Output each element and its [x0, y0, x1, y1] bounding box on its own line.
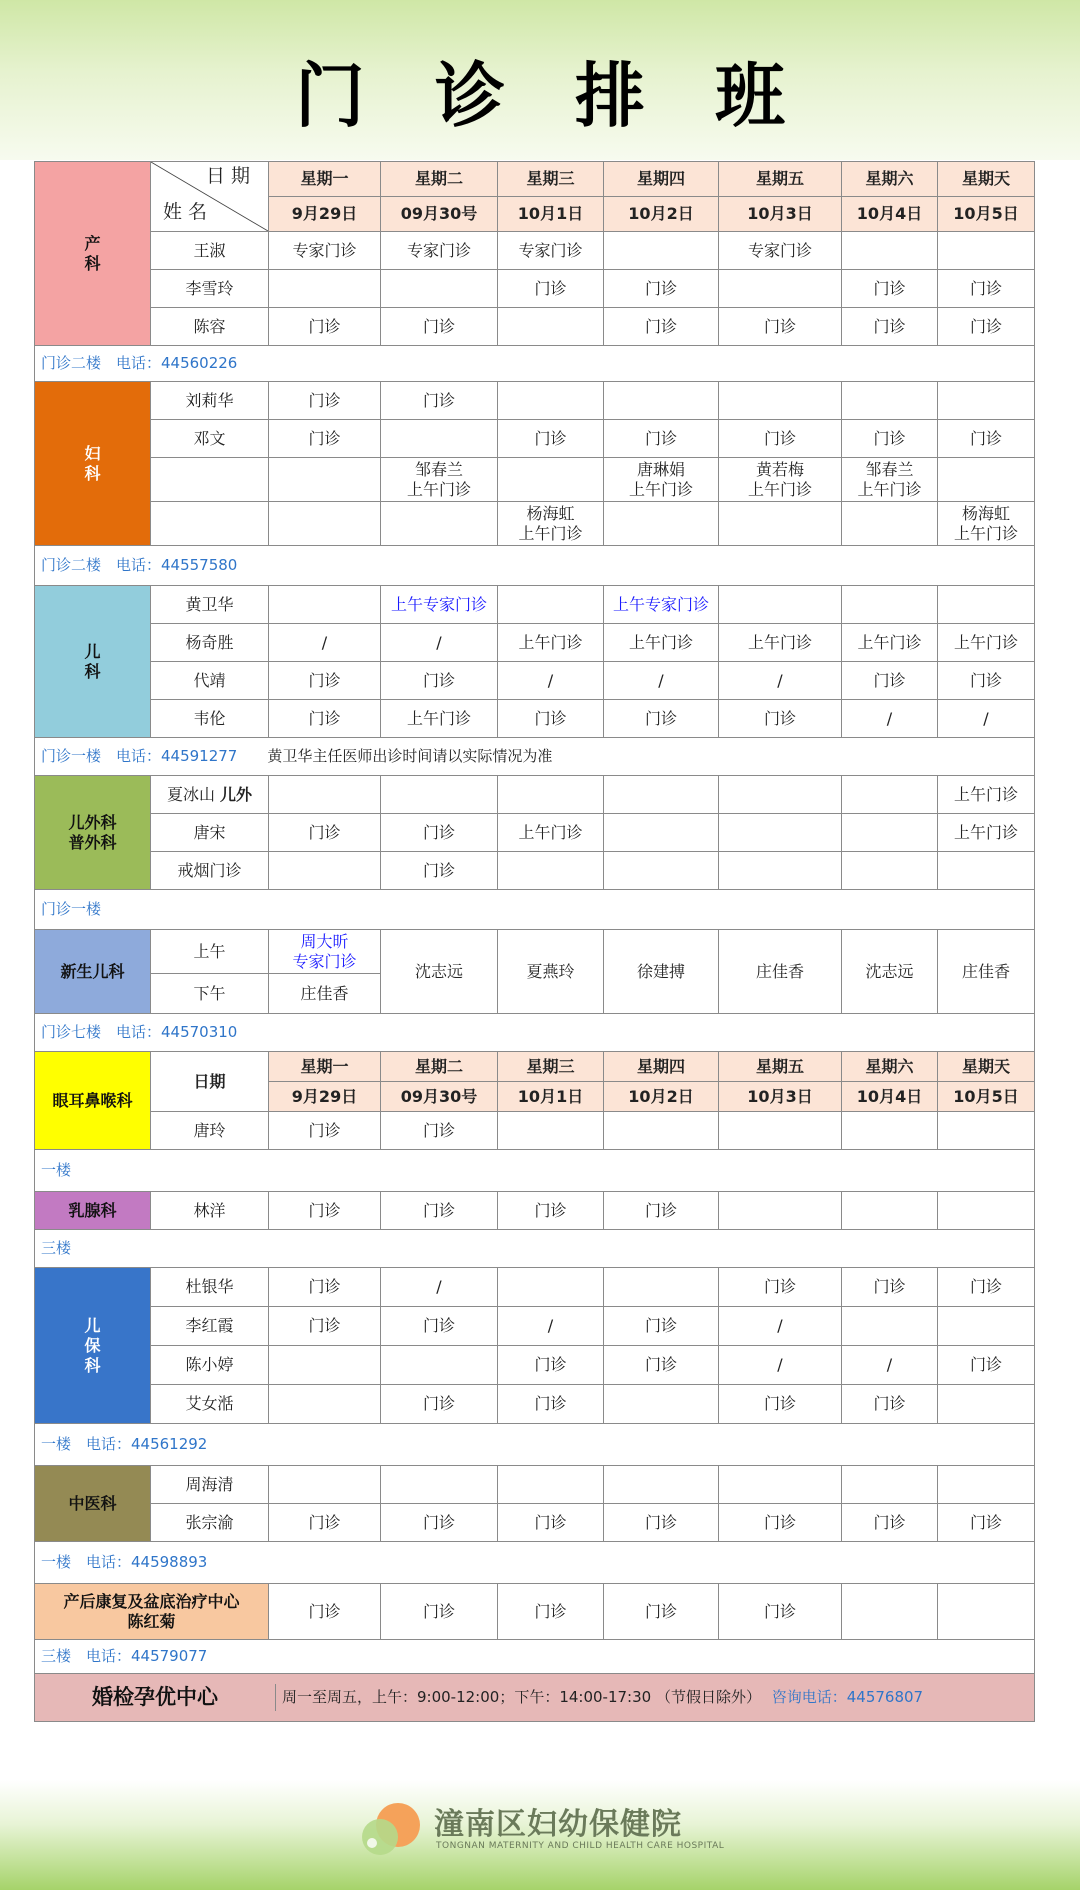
schedule-cell	[269, 776, 381, 814]
schedule-cell	[842, 1307, 938, 1346]
pediatrics-info: 门诊一楼 电话：44591277	[41, 747, 238, 766]
surgery-info-row	[35, 890, 1035, 930]
schedule-cell: 门诊	[719, 1584, 842, 1640]
schedule-cell	[269, 586, 381, 624]
schedule-cell-line1: 唐琳娟	[636, 459, 685, 479]
neonatal-info: 门诊七楼 电话：44570310	[41, 1023, 238, 1042]
schedule-cell: 门诊	[269, 814, 381, 852]
dept-label: 儿 保 科	[84, 1315, 101, 1375]
schedule-cell	[938, 852, 1035, 890]
child-health-info-row	[35, 1424, 1035, 1466]
tcm-info: 一楼 电话：44598893	[41, 1553, 208, 1572]
schedule-cell	[604, 852, 719, 890]
schedule-cell: 上午门诊	[604, 624, 719, 662]
obstetrics-info: 门诊二楼 电话：44560226	[41, 354, 238, 373]
dept-obstetrics	[35, 162, 151, 346]
schedule-cell	[719, 776, 842, 814]
schedule-cell	[381, 502, 498, 546]
schedule-cell: 上午门诊	[381, 700, 498, 738]
schedule-cell	[269, 1466, 381, 1504]
dept-label-line1: 儿外科	[68, 812, 117, 832]
doctor-name	[151, 852, 269, 890]
dept-neonatal	[35, 930, 151, 1014]
pediatrics-info-row	[35, 738, 1035, 776]
date-header: 10月4日	[842, 197, 938, 232]
dept-gynecology	[35, 382, 151, 546]
schedule-cell: 门诊	[381, 1504, 498, 1542]
day-header: 星期五	[719, 1052, 842, 1082]
day-header: 星期三	[498, 162, 604, 197]
ent-info-row	[35, 1150, 1035, 1192]
doctor-name: 唐玲	[151, 1112, 269, 1150]
schedule-cell	[938, 1584, 1035, 1640]
schedule-cell: 门诊	[842, 1385, 938, 1424]
schedule-table	[34, 161, 1035, 1722]
dept-label: 儿 科	[84, 641, 101, 681]
breast-info: 三楼	[41, 1239, 72, 1258]
doctor-name: 周海清	[151, 1466, 269, 1504]
logo-icon	[348, 1795, 428, 1865]
schedule-cell	[498, 458, 604, 502]
schedule-cell	[381, 420, 498, 458]
day-header: 星期天	[938, 162, 1035, 197]
doctor-name: 陈小婷	[151, 1346, 269, 1385]
schedule-cell	[842, 852, 938, 890]
schedule-cell	[269, 458, 381, 502]
schedule-cell: 门诊	[938, 1504, 1035, 1542]
schedule-cell	[269, 1385, 381, 1424]
doctor-name: 王淑	[151, 232, 269, 270]
schedule-cell: 门诊	[604, 308, 719, 346]
dept-label: 眼耳鼻喉科	[52, 1090, 133, 1110]
schedule-cell: 庄佳香	[719, 930, 842, 1014]
schedule-cell	[498, 1466, 604, 1504]
schedule-cell: 门诊	[269, 308, 381, 346]
schedule-cell	[604, 1112, 719, 1150]
schedule-cell: /	[498, 1307, 604, 1346]
schedule-cell	[604, 1466, 719, 1504]
tcm-info-row	[35, 1542, 1035, 1584]
schedule-cell: /	[938, 700, 1035, 738]
dept-label-line2: 普外科	[68, 832, 117, 852]
page-title: 门 诊 排 班	[295, 55, 785, 137]
dept-premarital: 婚检孕优中心	[35, 1684, 276, 1710]
schedule-cell-line2: 上午门诊	[953, 523, 1018, 543]
schedule-cell-line2: 上午门诊	[518, 523, 583, 543]
dept-ent	[35, 1052, 151, 1150]
schedule-cell	[498, 586, 604, 624]
schedule-cell	[381, 776, 498, 814]
pediatrics-note: 黄卫华主任医师出诊时间请以实际情况为准	[267, 747, 553, 766]
schedule-cell	[498, 1112, 604, 1150]
date-header: 10月3日	[719, 1082, 842, 1112]
schedule-cell: 门诊	[381, 1584, 498, 1640]
schedule-cell	[719, 502, 842, 546]
schedule-cell: 上午门诊	[938, 624, 1035, 662]
schedule-cell	[719, 1466, 842, 1504]
schedule-cell: /	[719, 662, 842, 700]
schedule-cell: 门诊	[604, 420, 719, 458]
dept-label: 新生儿科	[60, 961, 125, 981]
doctor-name-text: 唐宋	[193, 822, 226, 842]
schedule-cell	[719, 852, 842, 890]
schedule-cell	[604, 382, 719, 420]
dept-surgery	[35, 776, 151, 890]
day-header: 星期二	[381, 162, 498, 197]
doctor-name	[151, 814, 269, 852]
date-header: 09月30号	[381, 1082, 498, 1112]
dept-child-health	[35, 1268, 151, 1424]
day-header: 星期四	[604, 162, 719, 197]
ent-info: 一楼	[41, 1161, 72, 1180]
schedule-cell: 门诊	[719, 1385, 842, 1424]
schedule-cell-line2: 上午门诊	[857, 479, 922, 499]
dept-tcm	[35, 1466, 151, 1542]
schedule-cell: 庄佳香	[269, 974, 381, 1014]
schedule-cell	[498, 502, 604, 546]
schedule-cell: 门诊	[269, 1307, 381, 1346]
schedule-cell	[842, 232, 938, 270]
schedule-cell	[938, 1192, 1035, 1230]
schedule-cell: 门诊	[719, 420, 842, 458]
schedule-cell-line2: 上午门诊	[747, 479, 812, 499]
day-header: 星期天	[938, 1052, 1035, 1082]
schedule-cell: 门诊	[498, 1504, 604, 1542]
schedule-cell: 专家门诊	[269, 232, 381, 270]
schedule-cell	[498, 1268, 604, 1307]
doctor-name: 艾女湉	[151, 1385, 269, 1424]
dept-rehab	[35, 1584, 269, 1640]
schedule-cell: 门诊	[938, 1346, 1035, 1385]
schedule-cell: 门诊	[842, 662, 938, 700]
schedule-cell: 门诊	[938, 308, 1035, 346]
schedule-cell	[938, 232, 1035, 270]
date-header: 10月5日	[938, 1082, 1035, 1112]
doctor-name: 杜银华	[151, 1268, 269, 1307]
schedule-cell: 上午专家门诊	[381, 586, 498, 624]
schedule-cell-line1: 黄若梅	[755, 459, 804, 479]
date-header: 10月2日	[604, 1082, 719, 1112]
schedule-cell	[842, 1584, 938, 1640]
schedule-cell: 门诊	[498, 1192, 604, 1230]
schedule-cell	[381, 270, 498, 308]
date-header: 09月30号	[381, 197, 498, 232]
schedule-cell	[938, 1385, 1035, 1424]
schedule-cell: 专家门诊	[719, 232, 842, 270]
date-header: 10月4日	[842, 1082, 938, 1112]
schedule-cell: 门诊	[604, 270, 719, 308]
schedule-cell: 徐建搏	[604, 930, 719, 1014]
schedule-cell	[719, 1192, 842, 1230]
schedule-cell: 门诊	[381, 852, 498, 890]
schedule-cell	[269, 852, 381, 890]
day-header: 星期六	[842, 1052, 938, 1082]
schedule-cell: 门诊	[498, 700, 604, 738]
obstetrics-info-row	[35, 346, 1035, 382]
schedule-cell	[842, 1466, 938, 1504]
date-header: 10月1日	[498, 1082, 604, 1112]
schedule-cell	[938, 1307, 1035, 1346]
schedule-cell: 门诊	[604, 1584, 719, 1640]
date-label: 日 期	[205, 165, 250, 187]
schedule-cell	[498, 776, 604, 814]
schedule-cell	[842, 382, 938, 420]
schedule-cell: 门诊	[604, 1504, 719, 1542]
schedule-cell: 门诊	[381, 1385, 498, 1424]
schedule-cell	[604, 502, 719, 546]
name-label: 姓 名	[163, 201, 208, 224]
schedule-cell	[719, 586, 842, 624]
schedule-cell	[381, 458, 498, 502]
schedule-cell: 上午门诊	[842, 624, 938, 662]
doctor-name: 李雪玲	[151, 270, 269, 308]
doctor-tag: 儿外	[220, 784, 253, 804]
day-header: 星期三	[498, 1052, 604, 1082]
doctor-name-text: 夏冰山	[166, 784, 215, 804]
child-health-info: 一楼 电话：44561292	[41, 1435, 208, 1454]
premarital-row	[35, 1674, 1035, 1722]
schedule-cell: 门诊	[842, 1268, 938, 1307]
dept-pediatrics	[35, 586, 151, 738]
schedule-cell: 门诊	[604, 1307, 719, 1346]
schedule-cell: 上午专家门诊	[604, 586, 719, 624]
schedule-cell: 门诊	[269, 1112, 381, 1150]
day-header: 星期五	[719, 162, 842, 197]
hospital-logo	[348, 1795, 748, 1865]
schedule-cell	[719, 1112, 842, 1150]
day-header: 星期二	[381, 1052, 498, 1082]
schedule-cell: 门诊	[604, 1192, 719, 1230]
doctor-name: 黄卫华	[151, 586, 269, 624]
schedule-cell	[938, 1112, 1035, 1150]
schedule-cell	[938, 502, 1035, 546]
schedule-cell: /	[719, 1346, 842, 1385]
gynecology-info: 门诊二楼 电话：44557580	[41, 556, 238, 575]
schedule-cell	[842, 814, 938, 852]
schedule-cell	[498, 382, 604, 420]
date-header: 10月3日	[719, 197, 842, 232]
schedule-cell	[269, 930, 381, 974]
schedule-cell: 门诊	[498, 270, 604, 308]
schedule-cell: 门诊	[498, 420, 604, 458]
schedule-cell: 门诊	[269, 420, 381, 458]
date-header: 10月2日	[604, 197, 719, 232]
schedule-cell: 门诊	[719, 1268, 842, 1307]
schedule-cell	[604, 1268, 719, 1307]
schedule-cell: 门诊	[269, 1584, 381, 1640]
dept-label: 乳腺科	[68, 1200, 117, 1220]
doctor-name	[151, 458, 269, 502]
surgery-info: 门诊一楼	[41, 900, 102, 919]
doctor-name: 韦伦	[151, 700, 269, 738]
gynecology-info-row	[35, 546, 1035, 586]
schedule-cell-line2: 专家门诊	[292, 951, 357, 971]
schedule-cell	[842, 502, 938, 546]
schedule-cell: /	[498, 662, 604, 700]
schedule-cell: 门诊	[269, 1504, 381, 1542]
day-header: 星期六	[842, 162, 938, 197]
schedule-cell	[269, 270, 381, 308]
schedule-cell: 门诊	[269, 1268, 381, 1307]
date-label: 日期	[151, 1052, 269, 1112]
schedule-cell	[498, 852, 604, 890]
schedule-cell: 专家门诊	[381, 232, 498, 270]
doctor-name: 代靖	[151, 662, 269, 700]
schedule-cell-line2: 上午门诊	[628, 479, 693, 499]
schedule-cell: 门诊	[269, 1192, 381, 1230]
schedule-cell: /	[381, 1268, 498, 1307]
schedule-cell	[842, 1112, 938, 1150]
schedule-cell: 庄佳香	[938, 930, 1035, 1014]
schedule-cell: 门诊	[719, 700, 842, 738]
schedule-cell: 上午门诊	[498, 814, 604, 852]
neonatal-info-row	[35, 1014, 1035, 1052]
schedule-cell	[381, 1346, 498, 1385]
schedule-cell	[269, 502, 381, 546]
schedule-cell: 门诊	[381, 662, 498, 700]
premarital-hours	[276, 1688, 923, 1707]
schedule-cell: /	[842, 1346, 938, 1385]
schedule-cell	[842, 776, 938, 814]
schedule-cell: 沈志远	[842, 930, 938, 1014]
schedule-cell	[719, 270, 842, 308]
schedule-cell: 门诊	[381, 308, 498, 346]
schedule-cell: 门诊	[604, 1346, 719, 1385]
dept-breast	[35, 1192, 151, 1230]
schedule-cell: 门诊	[938, 662, 1035, 700]
schedule-cell: 门诊	[498, 1346, 604, 1385]
doctor-name: 杨奇胜	[151, 624, 269, 662]
schedule-cell	[604, 776, 719, 814]
schedule-cell: 门诊	[269, 662, 381, 700]
premarital-hours-text: 周一至周五，上午：9:00-12:00；下午：14:00-17:30 （节假日除外）	[282, 1688, 761, 1707]
schedule-cell: 沈志远	[381, 930, 498, 1014]
premarital-phone: 咨询电话：44576807	[771, 1688, 924, 1707]
schedule-cell: 门诊	[842, 1504, 938, 1542]
schedule-cell	[938, 586, 1035, 624]
schedule-cell: 门诊	[381, 1307, 498, 1346]
schedule-cell: 门诊	[381, 1192, 498, 1230]
doctor-name: 邓文	[151, 420, 269, 458]
schedule-cell-line1: 邹春兰	[414, 459, 463, 479]
schedule-cell-line1: 杨海虹	[526, 503, 575, 523]
schedule-cell: 门诊	[269, 382, 381, 420]
dept-label-line1: 产后康复及盆底治疗中心	[63, 1591, 240, 1611]
rehab-info: 三楼 电话：44579077	[41, 1647, 208, 1666]
schedule-cell: 上午门诊	[938, 776, 1035, 814]
schedule-cell: /	[381, 624, 498, 662]
day-header: 星期一	[269, 1052, 381, 1082]
rehab-info-row	[35, 1640, 1035, 1674]
logo-name-en: TONGNAN MATERNITY AND CHILD HEALTH CARE HOSPITAL	[436, 1841, 725, 1851]
date-header: 10月5日	[938, 197, 1035, 232]
day-header: 星期一	[269, 162, 381, 197]
doctor-name	[151, 776, 269, 814]
schedule-cell: 专家门诊	[498, 232, 604, 270]
schedule-cell: 门诊	[842, 420, 938, 458]
breast-info-row	[35, 1230, 1035, 1268]
schedule-cell: 门诊	[381, 814, 498, 852]
dept-label: 产 科	[84, 233, 101, 273]
schedule-cell	[719, 382, 842, 420]
doctor-name: 陈容	[151, 308, 269, 346]
schedule-cell	[938, 1466, 1035, 1504]
schedule-cell: 上午门诊	[498, 624, 604, 662]
doctor-name: 刘莉华	[151, 382, 269, 420]
schedule-cell	[719, 458, 842, 502]
dept-label: 妇 科	[84, 443, 101, 483]
schedule-cell: 门诊	[498, 1584, 604, 1640]
schedule-cell: 门诊	[269, 700, 381, 738]
day-header: 星期四	[604, 1052, 719, 1082]
schedule-cell	[938, 458, 1035, 502]
schedule-cell	[604, 1385, 719, 1424]
schedule-cell: 门诊	[719, 308, 842, 346]
doctor-name: 张宗渝	[151, 1504, 269, 1542]
schedule-cell-line1: 邹春兰	[865, 459, 914, 479]
schedule-cell: 门诊	[842, 270, 938, 308]
schedule-cell	[842, 1192, 938, 1230]
schedule-cell: 门诊	[719, 1504, 842, 1542]
schedule-cell: 门诊	[604, 700, 719, 738]
schedule-cell: 上午门诊	[719, 624, 842, 662]
doctor-name: 李红霞	[151, 1307, 269, 1346]
schedule-cell: /	[719, 1307, 842, 1346]
schedule-cell: 门诊	[938, 1268, 1035, 1307]
doctor-name: 林洋	[151, 1192, 269, 1230]
pm-label: 下午	[151, 974, 269, 1014]
schedule-cell-line1: 周大昕	[300, 931, 349, 951]
dept-label: 中医科	[68, 1493, 117, 1513]
schedule-cell: 门诊	[938, 420, 1035, 458]
am-label: 上午	[151, 930, 269, 974]
date-header: 10月1日	[498, 197, 604, 232]
schedule-cell: 门诊	[498, 1385, 604, 1424]
schedule-cell: 门诊	[381, 382, 498, 420]
date-header: 9月29日	[269, 197, 381, 232]
logo-name-cn: 潼南区妇幼保健院	[434, 1807, 682, 1842]
schedule-cell	[938, 382, 1035, 420]
schedule-cell	[842, 586, 938, 624]
schedule-cell: /	[842, 700, 938, 738]
schedule-cell: 门诊	[938, 270, 1035, 308]
schedule-cell: 夏燕玲	[498, 930, 604, 1014]
schedule-cell: 门诊	[842, 308, 938, 346]
dept-label-line2: 陈红菊	[127, 1611, 176, 1631]
schedule-cell: 上午门诊	[938, 814, 1035, 852]
schedule-cell-line2: 上午门诊	[406, 479, 471, 499]
schedule-cell	[381, 1466, 498, 1504]
schedule-cell	[604, 232, 719, 270]
header-corner	[151, 162, 269, 232]
schedule-cell: /	[269, 624, 381, 662]
doctor-name-text: 戒烟门诊	[177, 860, 242, 880]
schedule-cell	[719, 814, 842, 852]
schedule-cell	[498, 308, 604, 346]
schedule-cell	[604, 458, 719, 502]
schedule-cell	[604, 814, 719, 852]
date-header: 9月29日	[269, 1082, 381, 1112]
schedule-cell	[269, 1346, 381, 1385]
schedule-cell: 门诊	[381, 1112, 498, 1150]
schedule-cell	[842, 458, 938, 502]
doctor-name	[151, 502, 269, 546]
schedule-cell-line1: 杨海虹	[961, 503, 1010, 523]
schedule-cell: /	[604, 662, 719, 700]
